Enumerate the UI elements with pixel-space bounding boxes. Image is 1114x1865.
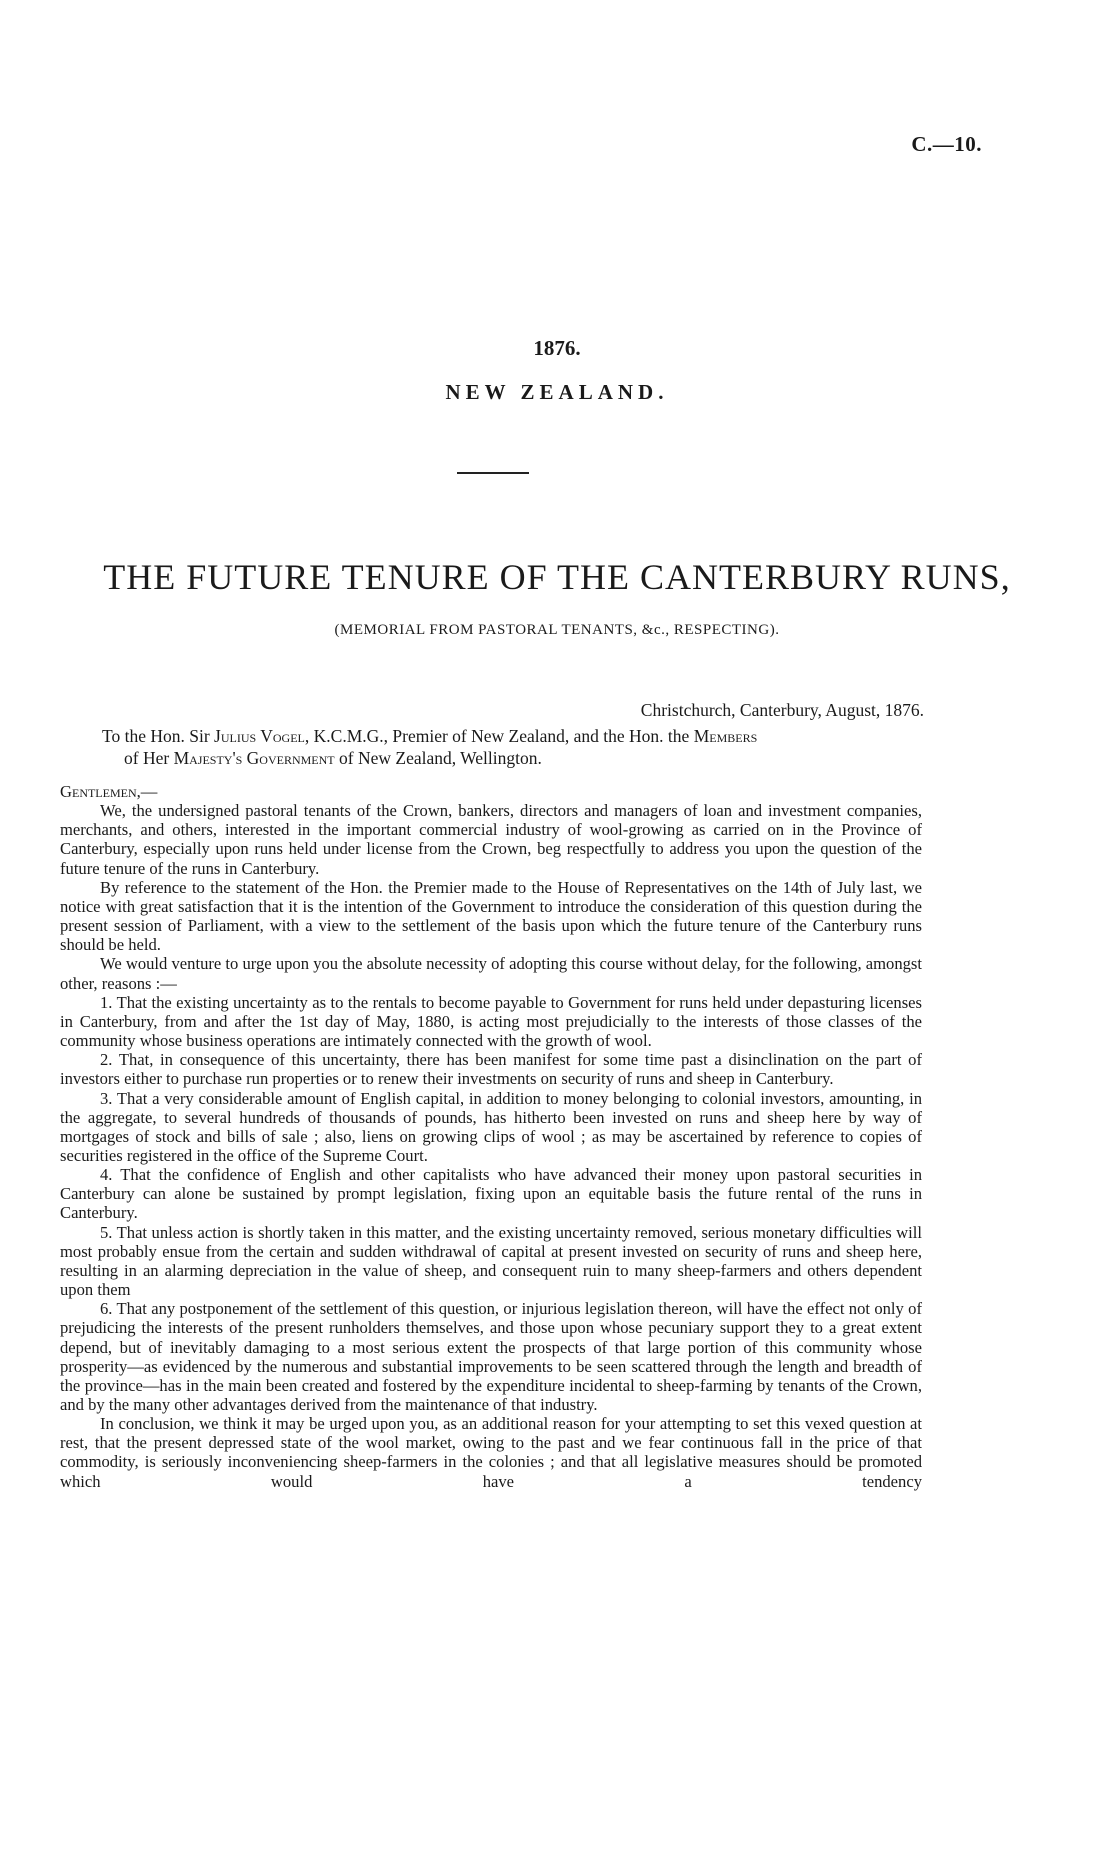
paragraph-reason-4: 4. That the confidence of English and other capitalists who have advanced their money upon pastoral securities in Canterbury can alone be sustained by prompt legislation, fixing upon an equitable basis the future rental of the runs in Canterbury. (60, 1165, 922, 1223)
salutation: Gentlemen,— (60, 782, 158, 801)
paragraph-reason-3: 3. That a very considerable amount of English capital, in addition to money belonging to colonial investors, amounting, in the aggregate, to several hundreds of thousands of pounds, has hitherto been invested on runs and sheep here by way of mortgages of stock and bills of sale ; also, liens on growing clips of wool ; as may be ascertained by reference to copies of securities registered in the office of the Supreme Court. (60, 1088, 922, 1165)
addressee-government: Government (246, 748, 335, 768)
addressee-honours: , K.C.M.G., Premier of New Zealand, and the Hon. the (304, 726, 690, 746)
addressee-place: of New Zealand, Wellington. (339, 748, 542, 768)
addressee-majestys: Majesty's (173, 748, 243, 768)
document-title: THE FUTURE TENURE OF THE CANTERBURY RUNS, (103, 557, 1011, 597)
document-subtitle: (MEMORIAL FROM PASTORAL TENANTS, &c., RESPECTING). (334, 622, 780, 638)
addressee-name: Julius Vogel (214, 726, 305, 746)
paragraph-reason-2: 2. That, in consequence of this uncertainty, there has been manifest for some time past a disinclination on the part of investors either to purchase run properties or to renew their investments on security of runs and sheep in Canterbury. (60, 1050, 922, 1089)
addressee-line-2 (102, 747, 922, 769)
document-year: 1876. (533, 336, 581, 360)
title-divider (457, 472, 529, 474)
addressee-line-1 (102, 725, 922, 747)
paragraph-conclusion: In conclusion, we think it may be urged upon you, as an additional reason for your attempting to set this vexed question at rest, that the present depressed state of the wool market, owing to the past and we fear continuous fall in the price of that commodity, is seriously inconveniencing sheep-farmers in the colonies ; and that all legislative measures should be promoted which would have a tendency (60, 1414, 922, 1491)
paragraph-reason-1: 1. That the existing uncertainty as to the rentals to become payable to Government for runs held under depasturing licenses in Canterbury, from and after the 1st day of May, 1880, is acting most prejudicially to the interests of those classes of the community whose business operations are intimately connected with the growth of wool. (60, 992, 922, 1051)
addressee-block (102, 725, 922, 769)
addressee-of-her: of Her (124, 748, 170, 768)
paragraph-reason-5: 5. That unless action is shortly taken in this matter, and the existing uncertainty removed, serious monetary difficulties will most probably ensue from the certain and sudden withdrawal of capital at present invested on security of runs and sheep here, resulting in an alarming depreciation in the value of sheep, and consequent ruin to many sheep-farmers and others dependent upon them (60, 1222, 922, 1300)
document-reference: C.—10. (911, 132, 982, 156)
document-country: NEW ZEALAND. (445, 380, 669, 404)
paragraph-reason-6: 6. That any postponement of the settlement of this question, or injurious legislation thereon, will have the effect not only of prejudicing the interests of the present runholders themselves, and those upon whose pecuniary support they to a great extent depend, but of inevitably damaging to a most serious extent the prospects of that large portion of this community whose prosperity—as evidenced by the numerous and substantial improvements to be seen scattered through the length and breadth of the province—has in the main been created and fostered by the expenditure incidental to sheep-farming by tenants of the Crown, and by the many other advantages derived from the maintenance of that industry. (60, 1299, 922, 1414)
paragraph-reasons-intro: We would venture to urge upon you the absolute necessity of adopting this course without delay, for the following, amongst other, reasons :— (60, 954, 922, 993)
dateline: Christchurch, Canterbury, August, 1876. (640, 700, 924, 720)
memorial-body (60, 782, 922, 1491)
paragraph-intro: We, the undersigned pastoral tenants of the Crown, bankers, directors and managers of loan and investment companies, merchants, and others, interested in the important commercial industry of wool-growing as carried on in the Province of Canterbury, especially upon runs held under license from the Crown, beg respectfully to address you upon the question of the future tenure of the runs in Canterbury. (60, 801, 922, 878)
addressee-to: To the Hon. Sir (102, 726, 210, 746)
addressee-members: Members (693, 726, 758, 746)
paragraph-reference: By reference to the statement of the Hon. the Premier made to the House of Representatives on the 14th of July last, we notice with great satisfaction that it is the intention of the Government to introduce the consideration of this question during the present session of Parliament, with a view to the settlement of the basis upon which the future tenure of the Canterbury runs should be held. (60, 877, 922, 955)
